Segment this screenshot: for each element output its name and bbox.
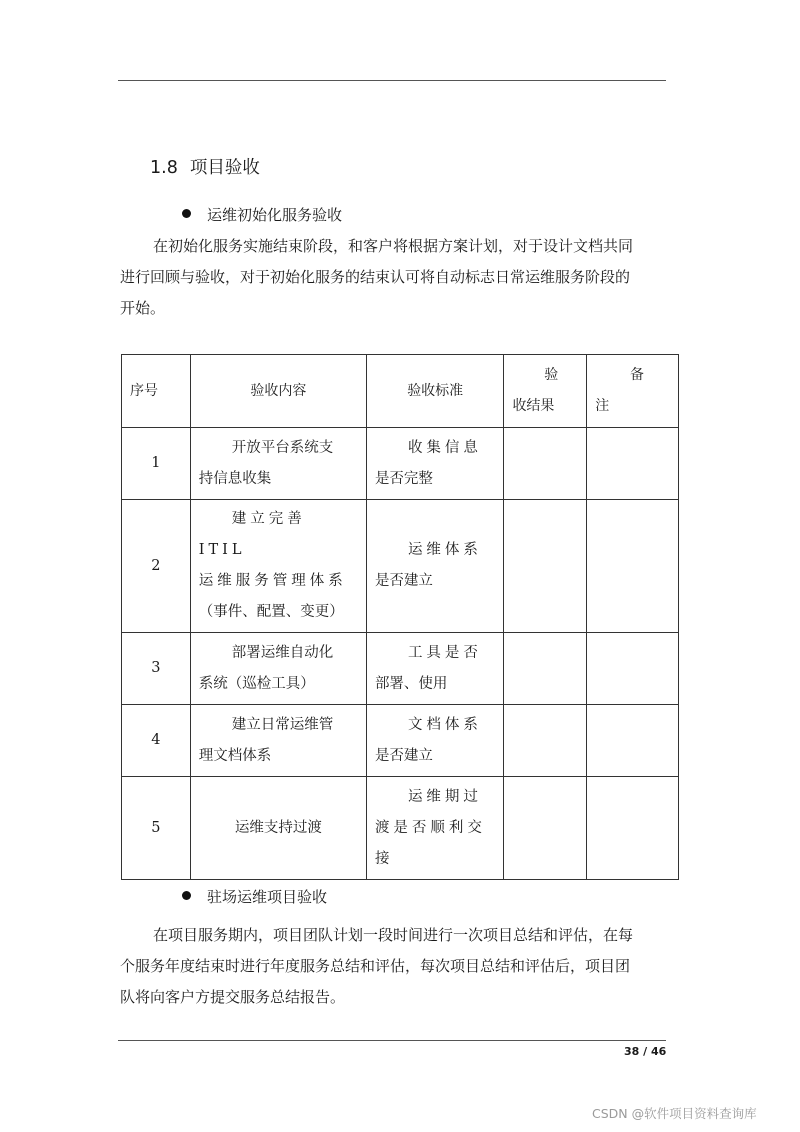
acceptance-table — [121, 354, 679, 880]
watermark: CSDN @软件项目资料查询库 — [592, 1106, 757, 1121]
cell-result — [504, 705, 587, 777]
cell-seq: 5 — [122, 777, 191, 880]
paragraph-line: 进行回顾与验收，对于初始化服务的结束认可将自动标志日常运维服务阶段的 — [120, 268, 631, 286]
cell-standard: 运维期过 渡是否顺利交 接 — [366, 777, 504, 880]
paragraph-line: 在项目服务期内，项目团队计划一段时间进行一次项目总结和评估，在每 — [153, 926, 634, 944]
cell-content: 运维支持过渡 — [190, 777, 366, 880]
paragraph-2 — [120, 920, 668, 1013]
header-result: 验 收结果 — [504, 355, 587, 428]
cell-note — [587, 705, 679, 777]
cell-note — [587, 500, 679, 633]
header-standard: 验收标准 — [366, 355, 504, 428]
cell-standard: 收集信息 是否完整 — [366, 428, 504, 500]
header-seq: 序号 — [122, 355, 191, 428]
cell-result — [504, 777, 587, 880]
cell-note — [587, 428, 679, 500]
bullet-text: 运维初始化服务验收 — [207, 206, 343, 224]
bullet-item-2 — [182, 886, 327, 907]
cell-standard: 文档体系 是否建立 — [366, 705, 504, 777]
section-title: 项目验收 — [189, 158, 260, 178]
cell-seq: 1 — [122, 428, 191, 500]
cell-standard: 运维体系 是否建立 — [366, 500, 504, 633]
cell-note — [587, 633, 679, 705]
header-content: 验收内容 — [190, 355, 366, 428]
header-rule — [118, 80, 666, 81]
cell-seq: 3 — [122, 633, 191, 705]
table-row — [122, 777, 679, 880]
cell-content: 开放平台系统支 持信息收集 — [190, 428, 366, 500]
bullet-dot-icon — [182, 209, 191, 218]
section-number: 1.8 — [150, 158, 178, 178]
cell-standard: 工具是否 部署、使用 — [366, 633, 504, 705]
cell-content: 建立日常运维管 理文档体系 — [190, 705, 366, 777]
cell-seq: 2 — [122, 500, 191, 633]
footer-rule — [118, 1040, 666, 1041]
table-header-row — [122, 355, 679, 428]
table-row — [122, 428, 679, 500]
page-number: 38 / 46 — [624, 1045, 667, 1058]
header-note: 备 注 — [587, 355, 679, 428]
bullet-item-1 — [182, 204, 342, 225]
cell-result — [504, 500, 587, 633]
table-row — [122, 500, 679, 633]
cell-result — [504, 428, 587, 500]
cell-content: 建立完善 ITIL 运维服务管理体系 （事件、配置、变更） — [190, 500, 366, 633]
paragraph-line: 队将向客户方提交服务总结报告。 — [120, 988, 346, 1006]
cell-result — [504, 633, 587, 705]
table-row — [122, 705, 679, 777]
cell-note — [587, 777, 679, 880]
bullet-text: 驻场运维项目验收 — [207, 888, 328, 906]
cell-content: 部署运维自动化 系统（巡检工具） — [190, 633, 366, 705]
paragraph-line: 开始。 — [120, 299, 166, 317]
paragraph-line: 在初始化服务实施结束阶段，和客户将根据方案计划，对于设计文档共同 — [153, 237, 634, 255]
paragraph-line: 个服务年度结束时进行年度服务总结和评估，每次项目总结和评估后，项目团 — [120, 957, 631, 975]
table-row — [122, 633, 679, 705]
section-heading — [150, 154, 260, 179]
bullet-dot-icon — [182, 891, 191, 900]
cell-seq: 4 — [122, 705, 191, 777]
paragraph-1 — [120, 231, 668, 324]
